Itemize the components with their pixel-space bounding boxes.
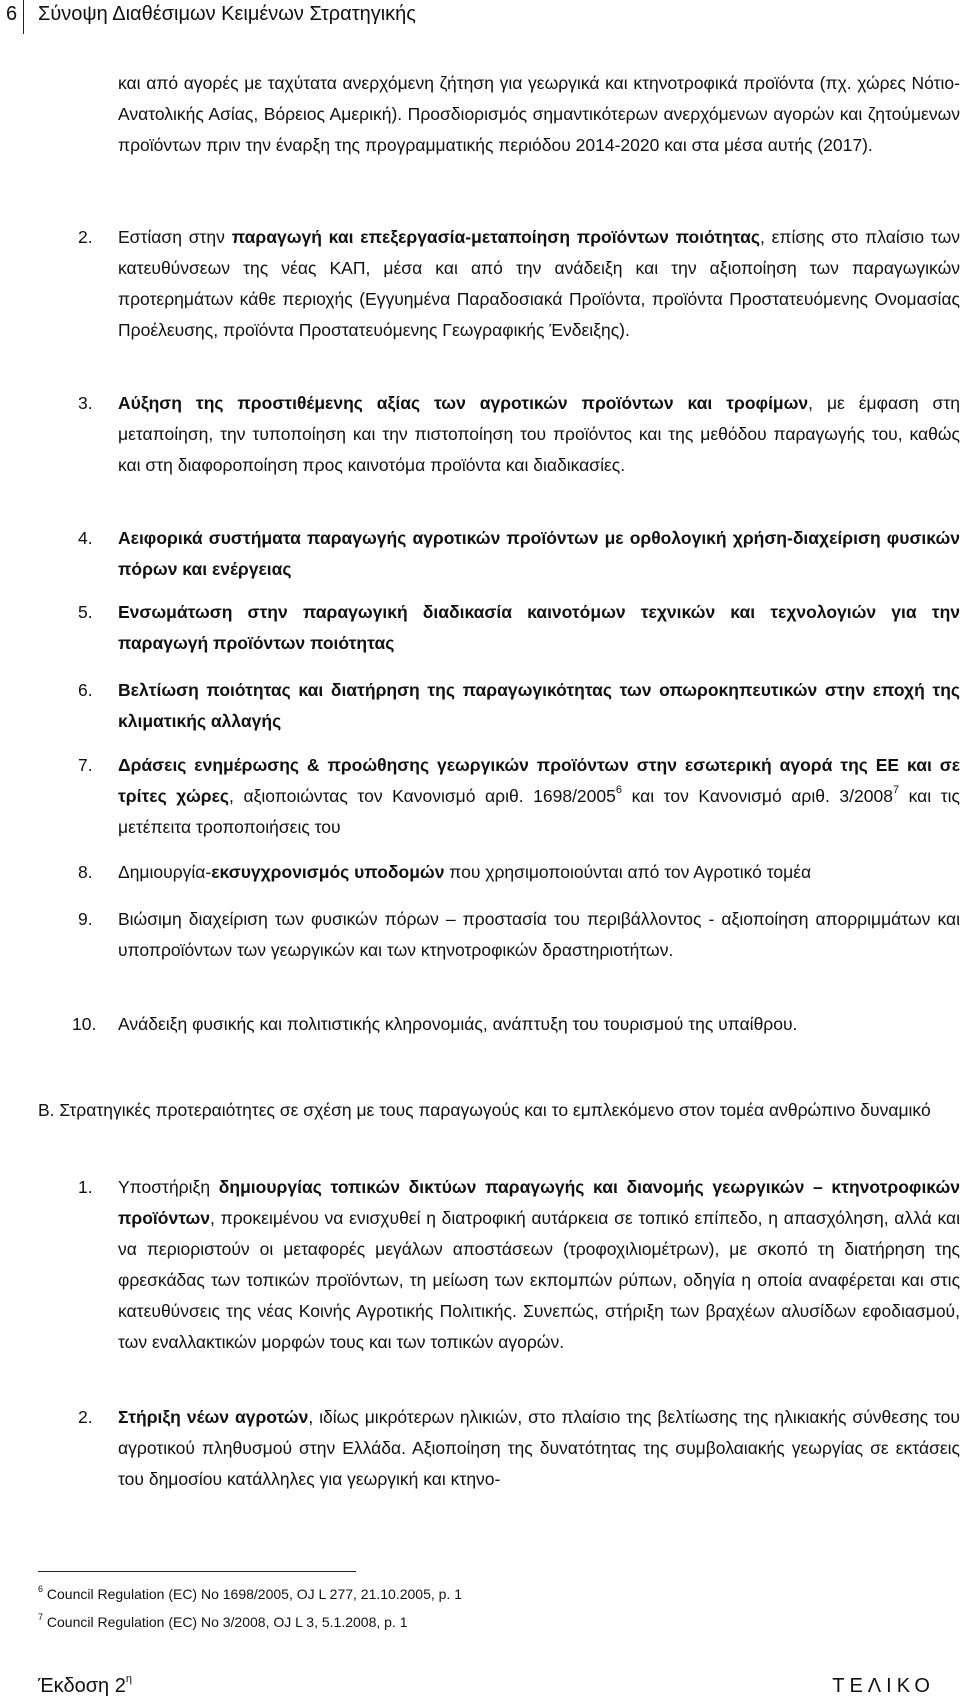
edition-label (38, 1675, 132, 1698)
item-number: 5. (78, 602, 93, 622)
page-number: 6 (6, 3, 18, 25)
item-text-pre: Ανάδειξη φυσικής και πολιτιστικής κληρονομιάς, ανάπτυξη του τουρισμού της υπαίθρου. (118, 1014, 798, 1034)
item-text-bold: Αειφορικά συστήματα παραγωγής αγροτικών προϊόντων με ορθολογική χρήση-διαχείριση φυσικών πόρων και ενέργειας (118, 528, 960, 579)
edition-text: Έκδοση 2 (38, 1675, 126, 1697)
item-text-post: , ιδίως μικρότερων ηλικιών, στο πλαίσιο της βελτίωσης της ηλικιακής σύνθεσης του αγροτικού πληθυσμού στην Ελλάδα. Αξιοποίηση της δυνατότητας της συμβολαιακής γεωργίας σε εκτάσεις του δημοσίου κατάλληλες για γεωργική και κτηνο- (118, 1407, 960, 1489)
footnote-text: Council Regulation (EC) No 1698/2005, OJ L 277, 21.10.2005, p. 1 (46, 1586, 462, 1602)
footnote-mark: 6 (38, 1584, 44, 1595)
intro-paragraph: και από αγορές με ταχύτατα ανερχόμενη ζήτηση για γεωργικά και κτηνοτροφικά προϊόντα (πχ. χώρες Νότιο-Ανατολικής Ασίας, Βόρειος Αμερική). Προσδιορισμός σημαντικότερων ανερχόμενων αγορών και ζητούμενων προϊόντων πριν την έναρξη της προγραμματικής περιόδου 2014-2020 και στα μέσα αυτής (2017). (118, 73, 960, 155)
item-number: 3. (78, 393, 93, 413)
page-header (0, 0, 960, 34)
item-text-post: , αξιοποιώντας τον Κανονισμό αριθ. 1698/2005 (229, 786, 616, 806)
edition-sup: η (125, 1673, 132, 1686)
item-text-bold: Στήριξη νέων αγροτών (118, 1407, 309, 1427)
item-text-bold: Ενσωμάτωση στην παραγωγική διαδικασία καινοτόμων τεχνικών και τεχνολογιών για την παραγωγή προϊόντων ποιότητας (118, 602, 960, 653)
item-text-bold: Αύξηση της προστιθέμενης αξίας των αγροτικών προϊόντων και τροφίμων (118, 393, 809, 413)
footnote-text: Council Regulation (EC) No 3/2008, OJ L 3, 5.1.2008, p. 1 (46, 1614, 408, 1630)
footnote-ref[interactable]: 6 (615, 784, 622, 797)
item-number: 6. (78, 680, 93, 700)
list-item (118, 222, 960, 346)
item-text-bold: Δράσεις ενημέρωσης & προώθησης γεωργικών προϊόντων στην εσωτερική αγορά της ΕΕ και σε τρίτες χώρες (118, 755, 960, 806)
section-b-heading: Β. Στρατηγικές προτεραιότητες σε σχέση με τους παραγωγούς και το εμπλεκόμενο στον τομέα ανθρώπινο δυναμικό (38, 1100, 931, 1120)
item-number: 2. (78, 1407, 93, 1427)
list-item (118, 597, 960, 659)
list-item (118, 523, 960, 585)
list-item (118, 1172, 960, 1358)
item-text-pre: Υποστήριξη (118, 1177, 219, 1197)
list-item (118, 857, 960, 888)
item-text-bold: εκσυγχρονισμός υποδομών (211, 862, 445, 882)
item-number: 8. (78, 862, 93, 882)
list-item (118, 1009, 960, 1040)
item-text-end: και τις μετέπειτα τροποποιήσεις του (118, 786, 960, 837)
item-text-post: που χρησιμοποιούνται από τον Αγροτικό τομέα (444, 862, 812, 882)
footnote-divider (38, 1571, 356, 1572)
item-number: 10. (72, 1014, 97, 1034)
list-item (118, 675, 960, 737)
footnote-ref[interactable]: 7 (892, 784, 900, 797)
item-text-post: , προκειμένου να ενισχυθεί η διατροφική αυτάρκεια σε τοπικό επίπεδο, η απασχόληση, αλλά και να περιοριστούν οι μεταφορές μεγάλων αποστάσεων (τροφοχιλιομέτρων), με σκοπό τη διατήρηση της φρεσκάδας των τοπικών προϊόντων, τη μείωση των εκπομπών ρύπων, οδηγία η οποία αναφέρεται και στις κατευθύνσεις της νέας Κοινής Αγροτικής Πολιτικής. Συνεπώς, στήριξη των βραχέων αλυσίδων εφοδιασμού, των εναλλακτικών μορφών τους και των τοπικών αγορών. (118, 1208, 960, 1352)
item-text-post: , με έμφαση στη μεταποίηση, την τυποποίηση και την πιστοποίηση του προϊόντος και της μεθόδου παραγωγής του, καθώς και στη διαφοροποίηση προς καινοτόμα προϊόντα και διαδικασίες. (118, 393, 960, 475)
document-status: ΤΕΛΙΚΟ (832, 1675, 935, 1697)
item-number: 2. (78, 227, 93, 247)
running-title: Σύνοψη Διαθέσιμων Κειμένων Στρατηγικής (38, 3, 416, 25)
item-number: 7. (78, 755, 93, 775)
item-number: 4. (78, 528, 93, 548)
item-number: 9. (78, 909, 93, 929)
item-text-pre: Βιώσιμη διαχείριση των φυσικών πόρων – προστασία του περιβάλλοντος - αξιοποίηση απορριμμάτων και υποπροϊόντων των γεωργικών και των κτηνοτροφικών δραστηριοτήτων. (118, 909, 960, 960)
list-item (118, 1402, 960, 1495)
footnote-mark: 7 (38, 1612, 44, 1623)
item-text-pre: Δημιουργία- (118, 862, 212, 882)
footnote (38, 1612, 408, 1632)
list-item (118, 904, 960, 966)
list-item (118, 750, 960, 843)
footnote (38, 1584, 462, 1604)
list-item (118, 388, 960, 481)
item-number: 1. (78, 1177, 93, 1197)
item-text-pre: Εστίαση στην (118, 227, 232, 247)
item-text-post: , επίσης στο πλαίσιο των κατευθύνσεων της νέας ΚΑΠ, μέσα και από την ανάδειξη και την αξιοποίηση των παραγωγικών προτερημάτων κάθε περιοχής (Εγγυημένα Παραδοσιακά Προϊόντα, προϊόντα Προστατευόμενης Ονομασίας Προέλευσης, προϊόντα Προστατευόμενης Γεωγραφικής Ένδειξης). (118, 227, 960, 340)
item-text-bold: δημιουργίας τοπικών δικτύων παραγωγής και διανομής γεωργικών – κτηνοτροφικών προϊόντων (118, 1177, 960, 1228)
header-divider (23, 0, 24, 34)
item-text-mid: και τον Κανονισμό αριθ. 3/2008 (622, 786, 893, 806)
item-text-bold: παραγωγή και επεξεργασία-μεταποίηση προϊόντων ποιότητας (231, 227, 760, 247)
item-text-bold: Βελτίωση ποιότητας και διατήρηση της παραγωγικότητας των οπωροκηπευτικών στην εποχή της κλιματικής αλλαγής (118, 680, 960, 731)
